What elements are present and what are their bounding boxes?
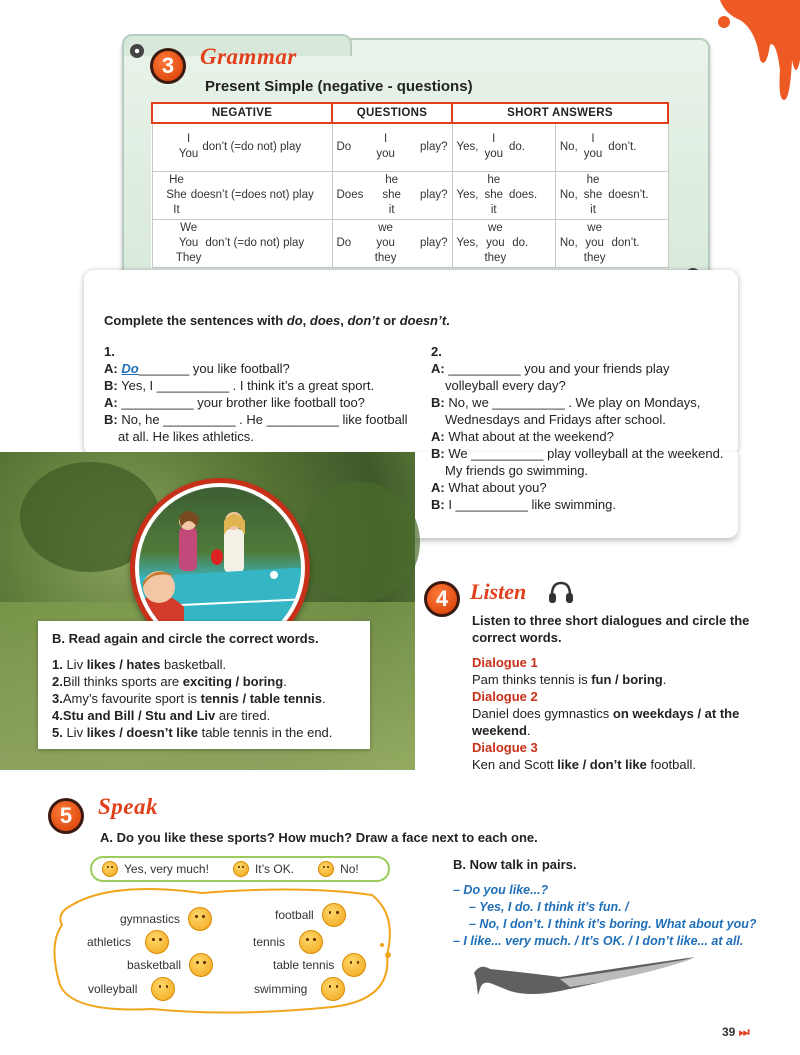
grammar-subtitle: Present Simple (negative - questions)	[205, 78, 473, 95]
section-number-5: 5	[48, 798, 84, 834]
exercise-instruction: Complete the sentences with do, does, don’t or doesn’t.	[104, 313, 450, 328]
face-icon	[189, 953, 213, 977]
page-number: 39 ⏭	[722, 1025, 750, 1039]
screw-icon	[130, 44, 144, 58]
cell-negative: I You don’t (=do not) play	[152, 123, 332, 171]
listen-instruction: Listen to three short dialogues and circle the correct words.	[472, 613, 750, 645]
headphones-icon	[548, 581, 574, 605]
paint-splash-decoration	[700, 0, 800, 110]
speak-a-instruction: A. Do you like these sports? How much? Draw a face next to each one.	[100, 830, 538, 845]
cell-short-answer-yes: Yes, he she it does.	[452, 171, 555, 219]
list-item: 5. Liv likes / doesn’t like table tennis in the end.	[52, 725, 333, 740]
cell-negative: We You They don’t (=do not) play	[152, 219, 332, 267]
cell-short-answer-no: No, he she it doesn’t.	[555, 171, 668, 219]
speech-swoosh-decoration	[470, 955, 700, 1000]
talk-phrases: – Do you like...? – Yes, I do. I think it’s fun. / – No, I don’t. I think it’s boring. What about you? – I like... very much. / It’s OK. / I don’t like... at all.	[453, 883, 757, 948]
grammar-row	[152, 171, 668, 219]
grammar-row	[152, 219, 668, 267]
section-number-3: 3	[150, 48, 186, 84]
face-icon	[145, 930, 169, 954]
sport-gymnastics: gymnastics	[120, 907, 212, 931]
list-item: 4.Stu and Bill / Stu and Liv are tired.	[52, 708, 271, 723]
cell-short-answer-yes: Yes, I you do.	[452, 123, 555, 171]
answer-example: Do	[121, 361, 139, 376]
reading-b-card	[38, 621, 370, 749]
sport-football: football	[275, 903, 346, 927]
list-item: 3.Amy’s favourite sport is tennis / table tennis.	[52, 691, 326, 706]
cell-question: Do we you they play?	[332, 219, 452, 267]
face-icon	[151, 977, 175, 1001]
sport-table-tennis: table tennis	[273, 953, 366, 977]
section-number-4: 4	[424, 581, 460, 617]
cell-question: Do I you play?	[332, 123, 452, 171]
dialogue-1-title: Dialogue 1	[472, 655, 538, 670]
reading-b-title: B. Read again and circle the correct words.	[52, 631, 319, 646]
tree-foliage	[300, 482, 420, 602]
section-title-speak: Speak	[98, 794, 158, 819]
dialogue-1: 1. A: Do_______ you like football? B: Yes, I __________ . I think it’s a great sport. A: __________ your brother like football too? B: No, he __________ . He __________ like football at all. He likes athletics.	[104, 344, 408, 444]
grammar-table	[151, 102, 669, 268]
sad-face-icon	[318, 861, 334, 877]
sport-swimming: swimming	[254, 977, 345, 1001]
section-title-listen: Listen	[470, 579, 527, 604]
list-item: 2.Bill thinks sports are exciting / boring.	[52, 674, 287, 689]
face-icon	[188, 907, 212, 931]
face-icon	[321, 977, 345, 1001]
grammar-row	[152, 123, 668, 171]
dialogue-2-title: Dialogue 2	[472, 689, 538, 704]
face-icon	[342, 953, 366, 977]
speak-b-instruction: B. Now talk in pairs.	[453, 857, 577, 872]
neutral-face-icon	[233, 861, 249, 877]
list-item: 1. Liv likes / hates basketball.	[52, 657, 227, 672]
header-negative: NEGATIVE	[152, 103, 332, 123]
sport-tennis: tennis	[253, 930, 323, 954]
cell-short-answer-no: No, we you they don’t.	[555, 219, 668, 267]
header-short-answers: SHORT ANSWERS	[452, 103, 668, 123]
section-title-grammar: Grammar	[200, 44, 297, 69]
reading-b-list	[52, 656, 332, 741]
happy-face-icon	[102, 861, 118, 877]
face-legend: Yes, very much! It’s OK. No!	[90, 856, 390, 882]
face-icon	[299, 930, 323, 954]
listen-content: Listen to three short dialogues and circle the correct words. Dialogue 1 Pam thinks tennis is fun / boring. Dialogue 2 Daniel does gymnastics on weekdays / at the weekend. Dialogue 3 Ken and Scott like / don’t like football.	[472, 612, 772, 773]
sport-volleyball: volleyball	[88, 977, 175, 1001]
sport-athletics: athletics	[87, 930, 169, 954]
cell-question: Does he she it play?	[332, 171, 452, 219]
dialogue-2: 2. A: __________ you and your friends play volleyball every day? B: No, we __________ . We play on Mondays, Wednesdays and Fridays after school. A: What about at the weekend? B: We __________ play volleyball at the weekend. My friends go swimming. A: What about you? B: I __________ like swimming.	[431, 344, 724, 512]
face-icon	[322, 903, 346, 927]
cell-short-answer-no: No, I you don’t.	[555, 123, 668, 171]
cell-short-answer-yes: Yes, we you they do.	[452, 219, 555, 267]
sport-basketball: basketball	[127, 953, 213, 977]
cell-negative: He She It doesn’t (=does not) play	[152, 171, 332, 219]
dialogue-3-title: Dialogue 3	[472, 740, 538, 755]
header-questions: QUESTIONS	[332, 103, 452, 123]
